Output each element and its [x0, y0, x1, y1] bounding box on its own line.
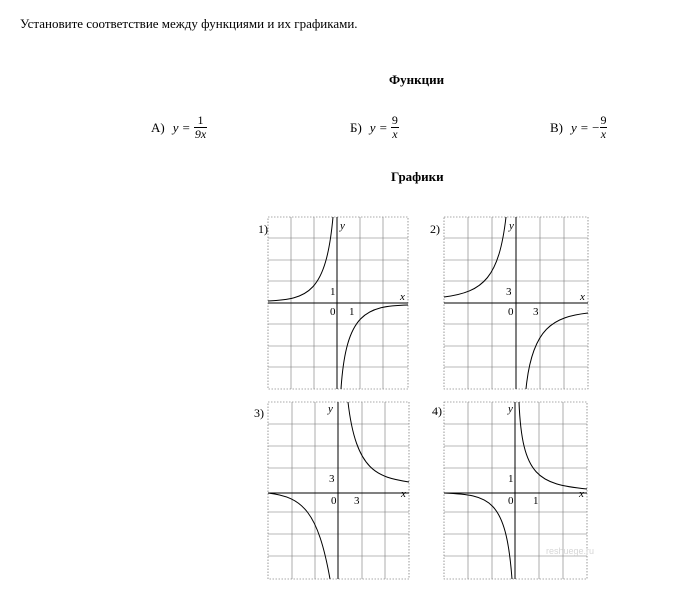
x-axis-label: x — [580, 291, 585, 303]
origin-label: 0 — [330, 306, 336, 318]
function-letter: Б) — [350, 119, 362, 135]
function-eq: = — [182, 119, 190, 135]
x-axis-label: x — [401, 488, 406, 500]
hyperbola-branch-left — [444, 217, 506, 297]
function-var: y — [172, 119, 179, 135]
axes — [444, 217, 588, 389]
function-fraction — [391, 114, 399, 141]
graph-1-label: 1) — [258, 222, 268, 236]
graphs-heading: Графики — [391, 169, 444, 184]
y-axis-label: y — [509, 220, 514, 232]
fraction-numerator: 1 — [197, 113, 204, 127]
y-axis-label: y — [328, 403, 333, 415]
function-var: y — [571, 119, 577, 135]
graph-3-label: 3) — [254, 406, 264, 420]
axes — [268, 217, 408, 389]
function-v — [550, 114, 607, 141]
function-letter: В) — [550, 119, 563, 135]
watermark: reshuege.ru — [546, 546, 595, 556]
graph-2 — [444, 217, 588, 389]
function-b — [350, 114, 399, 141]
fraction-numerator: 9 — [391, 113, 398, 127]
function-eq: = — [580, 119, 589, 135]
graph-3 — [268, 402, 409, 579]
hyperbola-branch-left — [268, 217, 333, 301]
fraction-denominator: 9x — [194, 127, 207, 141]
y-tick-label: 3 — [329, 473, 335, 485]
function-var: y — [369, 119, 376, 135]
graph-1 — [268, 217, 408, 389]
x-tick-label: 3 — [354, 495, 360, 507]
fraction-denominator: x — [600, 127, 607, 141]
hyperbola-branch-left — [444, 493, 512, 579]
x-axis-label: x — [400, 291, 405, 303]
graph-2-label: 2) — [430, 222, 440, 236]
graph-4-label: 4) — [432, 404, 442, 418]
function-a — [151, 114, 207, 141]
fraction-numerator: 9 — [600, 113, 607, 127]
y-tick-label: 1 — [508, 473, 514, 485]
x-axis-label: x — [579, 488, 584, 500]
y-axis-label: y — [508, 403, 513, 415]
y-tick-label: 3 — [506, 286, 512, 298]
origin-label: 0 — [508, 306, 514, 318]
functions-heading: Функции — [389, 72, 445, 87]
function-sign: − — [592, 119, 600, 135]
hyperbola-branch-right — [526, 313, 588, 389]
x-tick-label: 3 — [533, 306, 539, 318]
origin-label: 0 — [331, 495, 337, 507]
y-tick-label: 1 — [330, 286, 336, 298]
x-tick-label: 1 — [533, 495, 539, 507]
axes — [268, 402, 409, 579]
hyperbola-branch-right — [348, 402, 409, 482]
task-text: Установите соответствие между функциями и их графиками. — [20, 16, 358, 31]
x-tick-label: 1 — [349, 306, 355, 318]
function-fraction — [599, 114, 607, 141]
origin-label: 0 — [508, 495, 514, 507]
hyperbola-branch-right — [519, 402, 587, 489]
function-letter: А) — [151, 119, 165, 135]
fraction-denominator: x — [392, 127, 398, 141]
function-fraction — [194, 114, 207, 141]
hyperbola-branch-left — [268, 493, 330, 579]
function-eq: = — [379, 119, 387, 135]
y-axis-label: y — [340, 220, 345, 232]
